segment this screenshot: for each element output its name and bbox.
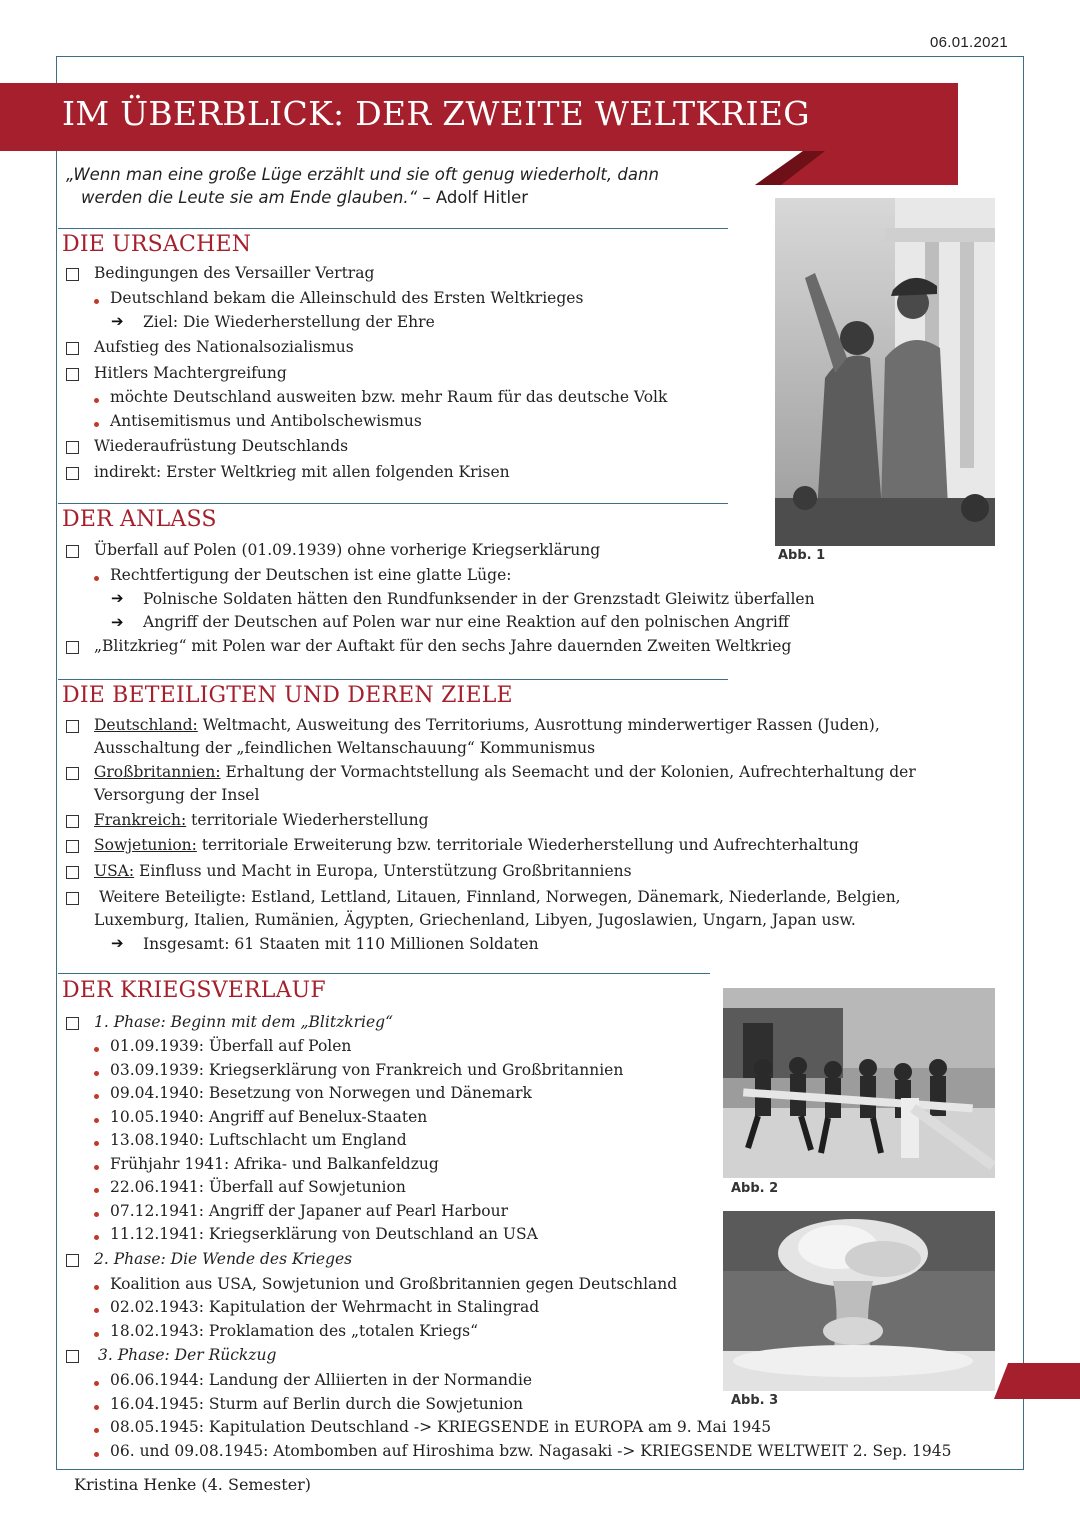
beteiligte-item [94, 836, 859, 854]
beteiligte-item [94, 811, 429, 829]
section-title-anlass: DER ANLASS [62, 507, 217, 532]
quote-line-1: „Wenn man eine große Lüge erzählt und sie oft genug wiederholt, dann [66, 165, 659, 184]
arrow-icon: ➔ [111, 934, 124, 952]
bullet-icon [94, 1332, 99, 1337]
phase-3-event: 06. und 09.08.1945: Atombomben auf Hiroshima bzw. Nagasaki -> KRIEGSENDE WELTWEIT 2. Sep. 1945 [110, 1442, 952, 1460]
bullet-icon [94, 1405, 99, 1410]
beteiligte-weitere-cont: Luxemburg, Italien, Rumänien, Ägypten, Griechenland, Libyen, Jugoslawien, Ungarn, Japan usw. [94, 911, 856, 929]
arrow-icon: ➔ [111, 312, 124, 330]
quote-text-2: werden die Leute sie am Ende glauben.“ [81, 188, 418, 207]
arrow-icon: ➔ [111, 613, 124, 631]
caption-abb-2: Abb. 2 [731, 1181, 779, 1196]
checkbox-icon [66, 441, 79, 454]
section-rule [58, 503, 728, 504]
hitler-quote [66, 163, 766, 209]
phase-3-event: 08.05.1945: Kapitulation Deutschland -> KRIEGSENDE in EUROPA am 9. Mai 1945 [110, 1418, 772, 1436]
ursachen-item: Bedingungen des Versailler Vertrag [94, 264, 375, 282]
country-goals: Weltmacht, Ausweitung des Territoriums, Ausrottung minderwertiger Rassen (Juden), [197, 716, 880, 734]
anlass-item: „Blitzkrieg“ mit Polen war der Auftakt für den sechs Jahre dauernden Zweiten Weltkrieg [94, 637, 792, 655]
section-rule [58, 973, 710, 974]
checkbox-icon [66, 892, 79, 905]
bullet-icon [94, 1188, 99, 1193]
caption-abb-1: Abb. 1 [778, 548, 826, 563]
bullet-icon [94, 1212, 99, 1217]
bullet-icon [94, 1094, 99, 1099]
country-label: Deutschland: [94, 716, 198, 734]
banner-wedge [755, 151, 958, 185]
arrow-icon: ➔ [111, 589, 124, 607]
bullet-icon [94, 1235, 99, 1240]
bullet-icon [94, 1381, 99, 1386]
author-footer: Kristina Henke (4. Semester) [74, 1475, 312, 1494]
bullet-icon [94, 1165, 99, 1170]
country-label: USA: [94, 862, 135, 880]
beteiligte-item [94, 716, 880, 734]
bullet-icon [94, 1428, 99, 1433]
checkbox-icon [66, 368, 79, 381]
checkbox-icon [66, 545, 79, 558]
photo-abb-2 [723, 988, 995, 1178]
bullet-icon [94, 1118, 99, 1123]
checkbox-icon [66, 767, 79, 780]
bullet-icon [94, 576, 99, 581]
beteiligte-item [94, 763, 916, 781]
phase-1-event: Frühjahr 1941: Afrika- und Balkanfeldzug [110, 1155, 439, 1173]
phase-2-event: 02.02.1943: Kapitulation der Wehrmacht in Stalingrad [110, 1298, 540, 1316]
checkbox-icon [66, 866, 79, 879]
beteiligte-item-cont: Versorgung der Insel [94, 786, 260, 804]
beteiligte-insgesamt: Insgesamt: 61 Staaten mit 110 Millionen Soldaten [143, 935, 539, 953]
phase-3-event: 06.06.1944: Landung der Alliierten in der Normandie [110, 1371, 533, 1389]
phase-1-heading: 1. Phase: Beginn mit dem „Blitzkrieg“ [94, 1013, 394, 1031]
photo-abb-1 [775, 198, 995, 546]
country-label: Frankreich: [94, 811, 187, 829]
ursachen-item: Deutschland bekam die Alleinschuld des Ersten Weltkrieges [110, 289, 584, 307]
checkbox-icon [66, 840, 79, 853]
anlass-item: Überfall auf Polen (01.09.1939) ohne vorherige Kriegserklärung [94, 541, 601, 559]
phase-3-heading: 3. Phase: Der Rückzug [98, 1346, 277, 1364]
phase-1-event: 10.05.1940: Angriff auf Benelux-Staaten [110, 1108, 428, 1126]
country-goals: territoriale Wiederherstellung [186, 811, 429, 829]
checkbox-icon [66, 1254, 79, 1267]
ursachen-item: Aufstieg des Nationalsozialismus [94, 338, 354, 356]
phase-2-heading: 2. Phase: Die Wende des Krieges [94, 1250, 353, 1268]
ursachen-item: Hitlers Machtergreifung [94, 364, 287, 382]
side-wedge [994, 1363, 1080, 1399]
document-date: 06.01.2021 [930, 34, 1009, 51]
beteiligte-weitere: Weitere Beteiligte: Estland, Lettland, Litauen, Finnland, Norwegen, Dänemark, Niederlande, Belgien, [99, 888, 901, 906]
phase-1-event: 07.12.1941: Angriff der Japaner auf Pearl Harbour [110, 1202, 508, 1220]
ursachen-item: Wiederaufrüstung Deutschlands [94, 437, 349, 455]
checkbox-icon [66, 720, 79, 733]
ursachen-item: indirekt: Erster Weltkrieg mit allen folgenden Krisen [94, 463, 510, 481]
ursachen-item: Ziel: Die Wiederherstellung der Ehre [143, 313, 435, 331]
section-title-verlauf: DER KRIEGSVERLAUF [62, 978, 326, 1003]
bullet-icon [94, 299, 99, 304]
bullet-icon [94, 1071, 99, 1076]
page-title: IM ÜBERBLICK: DER ZWEITE WELTKRIEG [62, 94, 810, 133]
beteiligte-item-cont: Ausschaltung der „feindlichen Weltanschauung“ Kommunismus [94, 739, 596, 757]
section-rule [58, 228, 728, 229]
caption-abb-3: Abb. 3 [731, 1393, 779, 1408]
beteiligte-item [94, 862, 632, 880]
checkbox-icon [66, 641, 79, 654]
phase-2-event: 18.02.1943: Proklamation des „totalen Kriegs“ [110, 1322, 479, 1340]
section-rule [58, 679, 728, 680]
phase-2-event: Koalition aus USA, Sowjetunion und Großbritannien gegen Deutschland [110, 1275, 678, 1293]
checkbox-icon [66, 268, 79, 281]
phase-1-event: 09.04.1940: Besetzung von Norwegen und Dänemark [110, 1084, 532, 1102]
phase-1-event: 13.08.1940: Luftschlacht um England [110, 1131, 407, 1149]
photo-abb-3 [723, 1211, 995, 1391]
anlass-item: Angriff der Deutschen auf Polen war nur eine Reaktion auf den polnischen Angriff [143, 613, 789, 631]
section-title-ursachen: DIE URSACHEN [62, 232, 252, 257]
bullet-icon [94, 1308, 99, 1313]
checkbox-icon [66, 1017, 79, 1030]
phase-1-event: 22.06.1941: Überfall auf Sowjetunion [110, 1178, 406, 1196]
checkbox-icon [66, 1350, 79, 1363]
section-title-beteiligte: DIE BETEILIGTEN UND DEREN ZIELE [62, 683, 513, 708]
bullet-icon [94, 1452, 99, 1457]
bullet-icon [94, 1285, 99, 1290]
phase-3-event: 16.04.1945: Sturm auf Berlin durch die Sowjetunion [110, 1395, 523, 1413]
checkbox-icon [66, 342, 79, 355]
country-goals: Erhaltung der Vormachtstellung als Seemacht und der Kolonien, Aufrechterhaltung der [220, 763, 916, 781]
anlass-item: Polnische Soldaten hätten den Rundfunksender in der Grenzstadt Gleiwitz überfallen [143, 590, 815, 608]
bullet-icon [94, 398, 99, 403]
country-label: Großbritannien: [94, 763, 221, 781]
country-goals: Einfluss und Macht in Europa, Unterstützung Großbritanniens [134, 862, 632, 880]
phase-1-event: 11.12.1941: Kriegserklärung von Deutschland an USA [110, 1225, 538, 1243]
quote-line-2 [66, 186, 766, 209]
country-label: Sowjetunion: [94, 836, 197, 854]
bullet-icon [94, 1141, 99, 1146]
anlass-item: Rechtfertigung der Deutschen ist eine glatte Lüge: [110, 566, 512, 584]
quote-author: – Adolf Hitler [417, 188, 529, 207]
checkbox-icon [66, 815, 79, 828]
bullet-icon [94, 1047, 99, 1052]
phase-1-event: 03.09.1939: Kriegserklärung von Frankreich und Großbritannien [110, 1061, 624, 1079]
country-goals: territoriale Erweiterung bzw. territoriale Wiederherstellung und Aufrechterhaltung [196, 836, 859, 854]
bullet-icon [94, 422, 99, 427]
phase-1-event: 01.09.1939: Überfall auf Polen [110, 1037, 352, 1055]
checkbox-icon [66, 467, 79, 480]
ursachen-item: möchte Deutschland ausweiten bzw. mehr Raum für das deutsche Volk [110, 388, 668, 406]
ursachen-item: Antisemitismus und Antibolschewismus [110, 412, 422, 430]
